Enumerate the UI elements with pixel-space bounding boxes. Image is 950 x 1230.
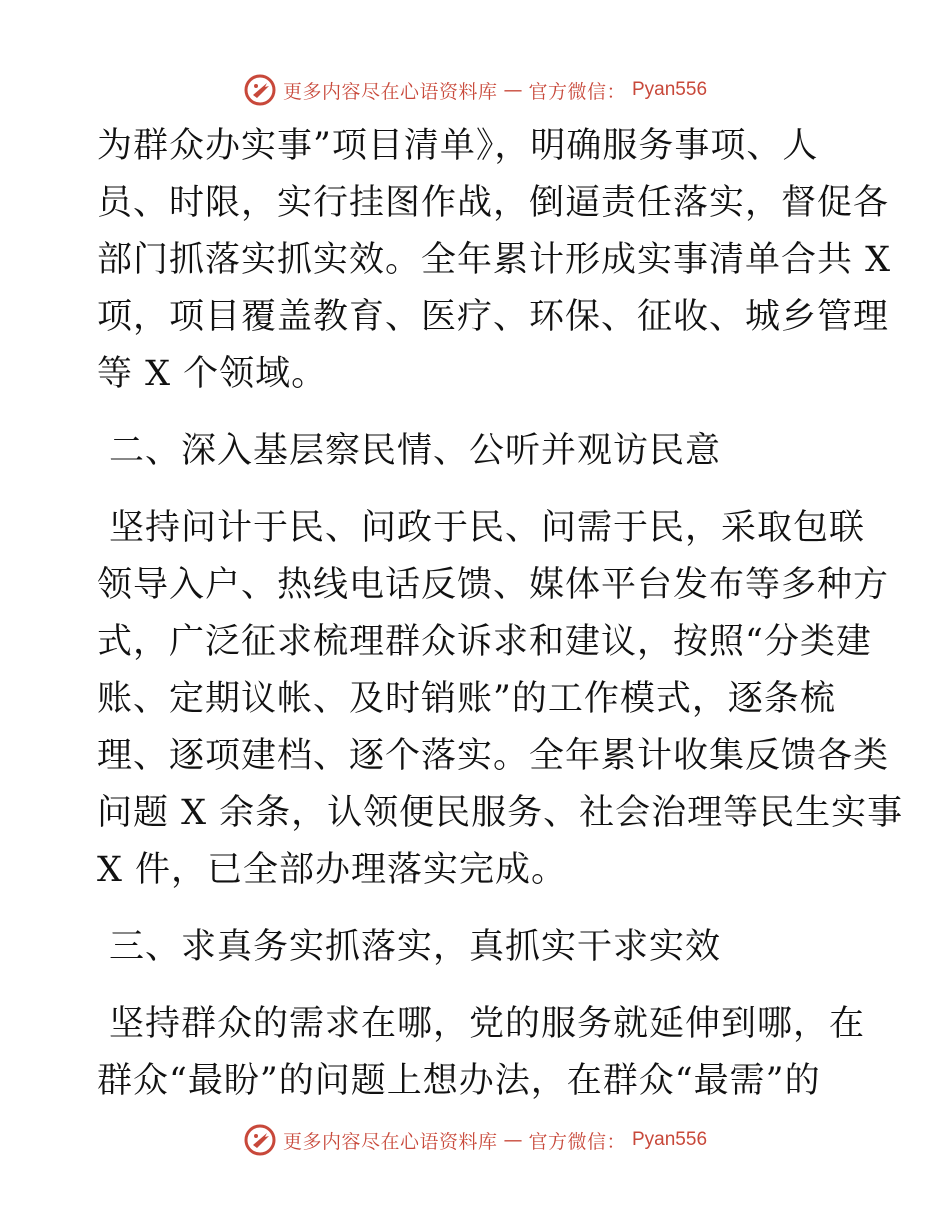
text-line: 等 X 个领域。 [97, 354, 328, 394]
watermark-separator: — [503, 1129, 523, 1151]
watermark-wechat-label: 官方微信： [528, 1130, 626, 1153]
section-heading-2: 二、深入基层察民情、公听并观访民意 [109, 431, 722, 471]
text-line: X 件，已全部办理落实完成。 [97, 850, 568, 890]
text-line: 坚持问计于民、问政于民、问需于民，采取包联 [109, 508, 866, 548]
watermark-wechat-id: Pyan556 [632, 79, 708, 100]
paragraph-1 [97, 118, 892, 403]
paragraph-3 [97, 996, 866, 1110]
red-cat-logo-icon [243, 73, 277, 107]
text-line: 领导入户、热线电话反馈、媒体平台发布等多种方 [97, 565, 890, 605]
document-body [97, 118, 904, 1110]
section-heading-3: 三、求真务实抓落实，真抓实干求实效 [109, 927, 722, 967]
text-line: 坚持群众的需求在哪，党的服务就延伸到哪，在 [109, 1004, 866, 1044]
text-line: 问题 X 余条，认领便民服务、社会治理等民生实事 [97, 793, 904, 833]
watermark-brand-text: 更多内容尽在心语资料库 [282, 1130, 498, 1153]
footer-watermark [0, 1120, 950, 1160]
text-line: 部门抓落实抓实效。全年累计形成实事清单合共 X [97, 240, 892, 280]
text-line: 员、时限，实行挂图作战，倒逼责任落实，督促各 [97, 183, 890, 223]
header-watermark [0, 70, 950, 110]
watermark-wechat-id: Pyan556 [632, 1129, 708, 1150]
watermark-brand-text: 更多内容尽在心语资料库 [282, 80, 498, 103]
red-cat-logo-icon [243, 1123, 277, 1157]
text-line: 项，项目覆盖教育、医疗、环保、征收、城乡管理 [97, 297, 890, 337]
text-line: 式，广泛征求梳理群众诉求和建议，按照“分类建 [97, 622, 872, 662]
text-line: 账、定期议帐、及时销账”的工作模式，逐条梳 [97, 679, 836, 719]
text-line: 理、逐项建档、逐个落实。全年累计收集反馈各类 [97, 736, 890, 776]
text-line: 为群众办实事”项目清单》，明确服务事项、人 [97, 126, 819, 166]
watermark-wechat-label: 官方微信： [528, 80, 626, 103]
text-line: 群众“最盼”的问题上想办法，在群众“最需”的 [97, 1061, 821, 1101]
watermark-separator: — [503, 79, 523, 101]
paragraph-2 [97, 500, 904, 899]
